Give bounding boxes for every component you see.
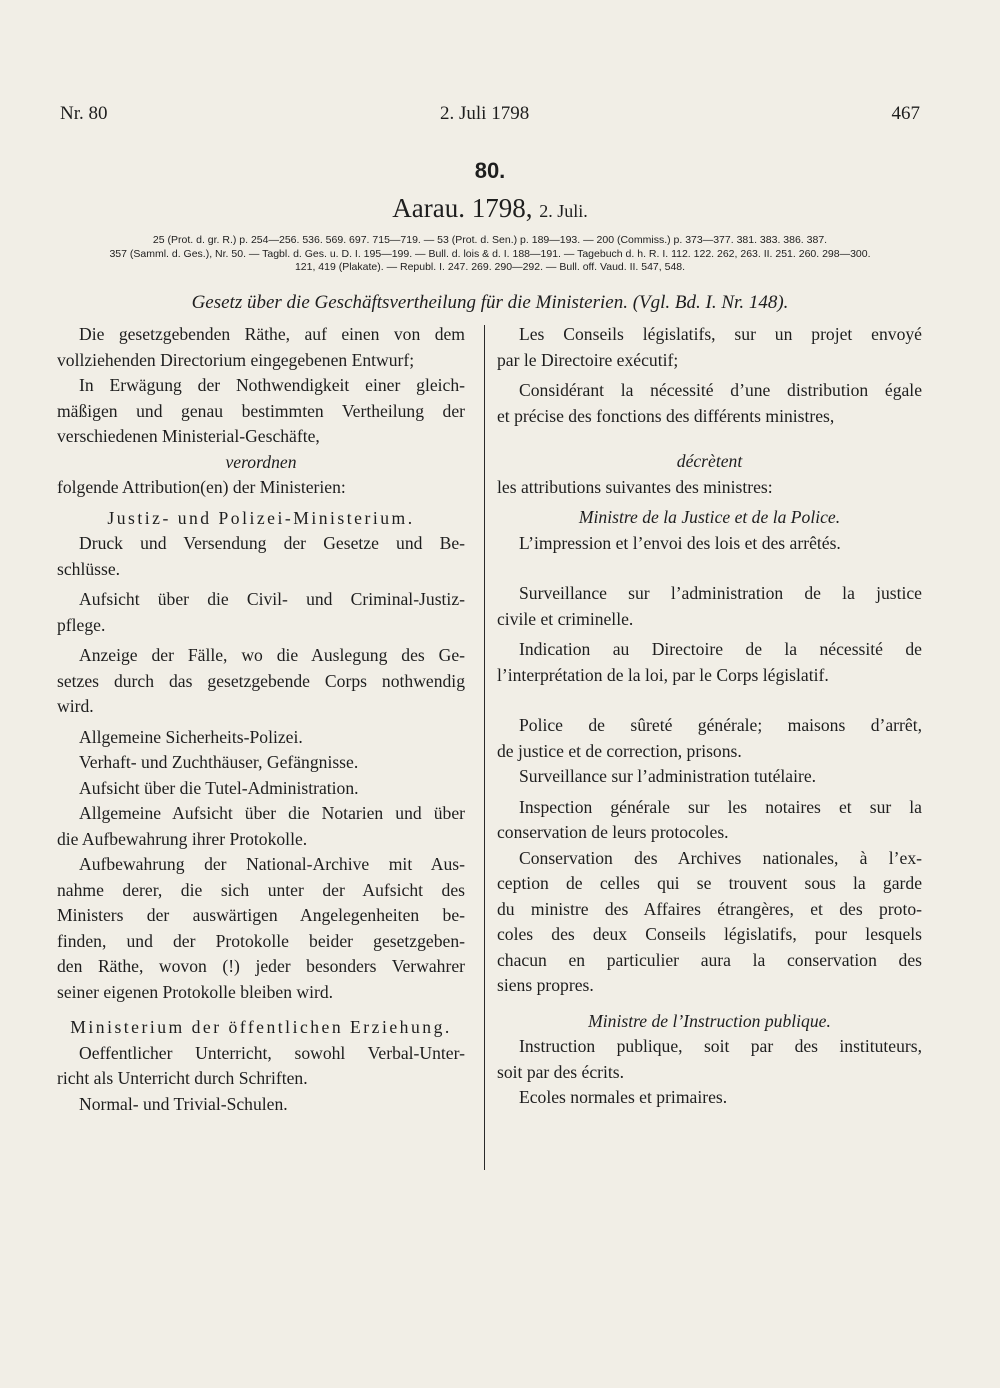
text-line: soit par des écrits. — [497, 1061, 625, 1082]
text-line: seiner eigenen Protokolle bleiben wird. — [57, 981, 334, 1002]
text-line: vollziehenden Directorium eingegebenen Entwurf; — [57, 349, 415, 370]
text-line: Instruction publique, soit par des instituteurs, — [519, 1036, 922, 1056]
text-line: par le Directoire exécutif; — [497, 349, 679, 370]
text-line: Indication au Directoire de la nécessité de — [519, 639, 922, 659]
text-line: civile et criminelle. — [497, 608, 634, 629]
text-line: l’interprétation de la loi, par le Corps législatif. — [497, 664, 829, 685]
text-line: et précise des fonctions des différents ministres, — [497, 405, 835, 426]
text-line: Die gesetzgebenden Räthe, auf einen von dem — [79, 324, 465, 344]
text-line: Ministers der auswärtigen Angelegenheiten be- — [57, 905, 465, 925]
paragraph — [497, 378, 922, 429]
text-line: finden, und der Protokolle beider gesetzgeben- — [57, 930, 465, 951]
running-head-number: Nr. 80 — [60, 103, 108, 124]
text-line: Considérant la nécessité d’une distribution égale — [519, 380, 922, 400]
text-line: Oeffentlicher Unterricht, sowohl Verbal-Unter- — [79, 1042, 465, 1063]
text-line: Druck und Versendung der Gesetze und Be- — [79, 533, 465, 553]
law-title: Gesetz über die Geschäftsvertheilung für die Ministerien. (Vgl. Bd. I. Nr. 148). — [191, 292, 789, 313]
text-line: den Räthe, wovon (!) jeder besonders Verwahrer — [57, 956, 465, 976]
text-line: Aufsicht über die Civil- und Criminal-Justiz- — [79, 589, 465, 609]
text-line: richt als Unterricht durch Schriften. — [57, 1068, 308, 1088]
ministry-heading: Ministre de la Justice et de la Police. — [578, 507, 841, 527]
text-line: ception de celles qui se trouvent sous la garde — [497, 873, 922, 893]
paragraph — [497, 322, 922, 373]
column-divider — [484, 325, 485, 1170]
source-references — [57, 234, 923, 275]
enacting-verb: décrètent — [676, 451, 743, 471]
text-line: Inspection générale sur les notaires et sur la — [519, 796, 922, 817]
ministry-heading: Justiz- und Polizei-Ministerium. — [107, 507, 415, 528]
text-line: die Aufbewahrung ihrer Protokolle. — [57, 828, 308, 849]
text-line: nahme derer, die sich unter der Aufsicht des — [57, 879, 465, 900]
text-line: setzes durch das gesetzgebende Corps nothwendig — [57, 670, 465, 691]
text-line: In Erwägung der Nothwendigkeit einer gleich- — [79, 375, 465, 395]
ministry-heading: Ministre de l’Instruction publique. — [588, 1010, 831, 1031]
text-line: wird. — [57, 696, 94, 716]
text-line: Verhaft- und Zuchthäuser, Gefängnisse. — [79, 752, 359, 772]
text-line: Normal- und Trivial-Schulen. — [79, 1093, 288, 1114]
text-line: Surveillance sur l’administration tutélaire. — [519, 766, 817, 786]
text-line: Anzeige der Fälle, wo die Auslegung des Ge- — [79, 645, 465, 665]
text-line: schlüsse. — [57, 558, 121, 579]
text-line: chacun en particulier aura la conservation des — [497, 949, 922, 970]
text-line: Surveillance sur l’administration de la justice — [519, 583, 922, 603]
source-line: 25 (Prot. d. gr. R.) p. 254—256. 536. 569. 697. 715—719. — 53 (Prot. d. Sen.) p. 189—193. — 200 (Commiss.) p. 373—377. 381. 383. 386. 387. — [152, 234, 828, 246]
text-line: verschiedenen Ministerial-Geschäfte, — [57, 426, 320, 446]
document-number: 80. — [474, 158, 506, 183]
text-line: Ecoles normales et primaires. — [519, 1087, 728, 1107]
text-line: Police de sûreté générale; maisons d’arrêt, — [519, 715, 922, 735]
text-line: siens propres. — [497, 975, 594, 995]
french-column — [497, 322, 922, 1111]
paragraph — [57, 322, 465, 373]
paragraph — [57, 373, 465, 450]
source-line: 121, 419 (Plakate). — Republ. I. 247. 269. 290—292. — Bull. off. Vaud. II. 547, 548. — [294, 261, 686, 273]
document-title — [0, 193, 980, 224]
text-line: de justice et de correction, prisons. — [497, 740, 742, 761]
enacting-verb: verordnen — [225, 451, 297, 472]
text-line: conservation de leurs protocoles. — [497, 822, 729, 842]
ministry-heading: Ministerium der öffentlichen Erziehung. — [70, 1017, 452, 1037]
title-date: 2. Juli. — [539, 201, 588, 221]
german-column — [57, 322, 465, 1117]
text-line: pflege. — [57, 614, 106, 635]
text-line: Allgemeine Aufsicht über die Notarien und über — [79, 803, 465, 823]
title-place-year: Aarau. 1798, — [392, 193, 533, 223]
text-line: Aufsicht über die Tutel-Administration. — [79, 777, 359, 798]
text-line: folgende Attribution(en) der Ministerien: — [57, 477, 346, 497]
text-line: mäßigen und genau bestimmten Vertheilung der — [57, 400, 465, 421]
text-line: Aufbewahrung der National-Archive mit Aus- — [79, 854, 465, 874]
text-line: Allgemeine Sicherheits-Polizei. — [79, 726, 303, 747]
running-head — [60, 103, 920, 133]
text-line: coles des deux Conseils législatifs, pour lesquels — [497, 924, 922, 944]
source-line: 357 (Samml. d. Ges.), Nr. 50. — Tagbl. d. Ges. u. D. I. 195—199. — Bull. d. lois & d. I. 188—191. — Tagebuch d. h. R. I. 112. 122. 262, 263. II. 251. 260. 298—300. — [109, 247, 871, 260]
text-line: Conservation des Archives nationales, à l’ex- — [519, 847, 922, 868]
text-line: les attributions suivantes des ministres: — [497, 476, 773, 497]
running-head-date: 2. Juli 1798 — [440, 103, 530, 124]
text-line: Les Conseils législatifs, sur un projet envoyé — [519, 324, 922, 344]
text-line: du ministre des Affaires étrangères, et des proto- — [497, 898, 922, 919]
text-line: L’impression et l’envoi des lois et des arrêtés. — [519, 532, 841, 553]
page-number: 467 — [891, 103, 920, 124]
